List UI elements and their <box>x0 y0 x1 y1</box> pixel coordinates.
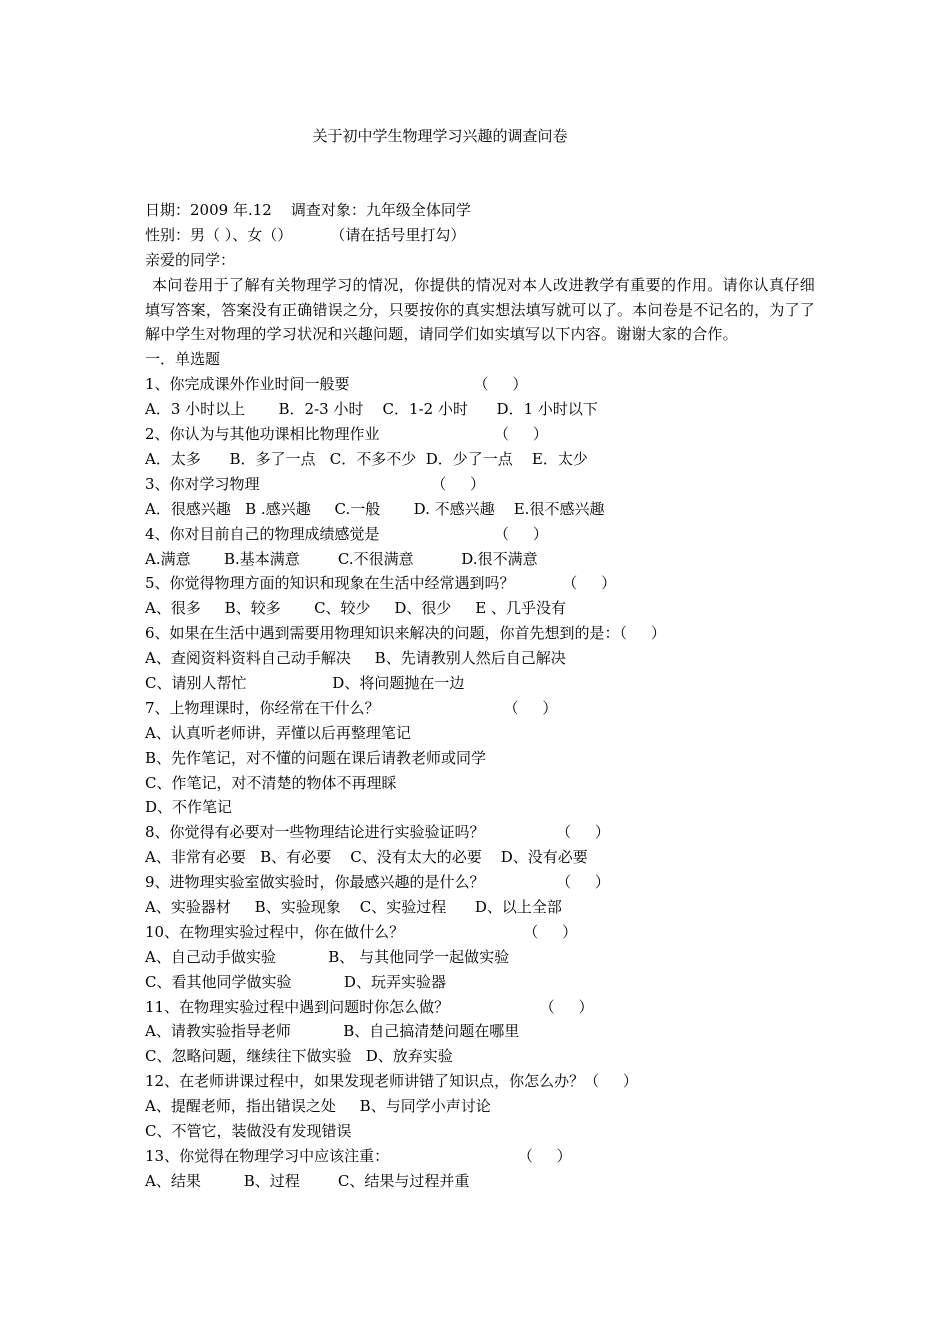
question-3-options: A．很感兴趣 B .感兴趣 C.一般 D. 不感兴趣 E.很不感兴趣 <box>145 499 605 518</box>
question-2: 2、你认为与其他功课相比物理作业 （ ） <box>145 425 548 444</box>
question-4-options: A.满意 B.基本满意 C.不很满意 D.很不满意 <box>145 549 538 568</box>
question-12-options: A、提醒老师，指出错误之处 B、与同学小声讨论 <box>145 1097 491 1116</box>
question-4: 4、你对目前自己的物理成绩感觉是 （ ） <box>145 524 548 543</box>
question-7-options: D、不作笔记 <box>145 798 233 817</box>
question-1: 1、你完成课外作业时间一般要 （ ） <box>145 375 528 394</box>
section-heading: 一．单选题 <box>145 350 221 369</box>
question-12: 12、在老师讲课过程中，如果发现老师讲错了知识点，你怎么办？（ ） <box>145 1072 638 1091</box>
question-10: 10、在物理实验过程中，你在做什么？ （ ） <box>145 922 578 941</box>
question-9-options: A、实验器材 B、实验现象 C、实验过程 D、以上全部 <box>145 897 562 916</box>
question-1-options: A．3 小时以上 B．2-3 小时 C．1-2 小时 D．1 小时以下 <box>145 400 598 419</box>
question-2-options: A．太多 B．多了一点 C．不多不少 D．少了一点 E．太少 <box>145 449 588 468</box>
question-13-options: A、结果 B、过程 C、结果与过程并重 <box>145 1171 470 1190</box>
question-5: 5、你觉得物理方面的知识和现象在生活中经常遇到吗？ （ ） <box>145 574 617 593</box>
question-5-options: A、很多 B、较多 C、较少 D、很少 E 、几乎没有 <box>145 599 566 618</box>
gender-line: 性别：男（ ）、女（） （请在括号里打勾） <box>145 225 466 244</box>
document-title: 关于初中学生物理学习兴趣的调查问卷 <box>312 127 568 145</box>
question-11-options: C、忽略问题，继续往下做实验 D、放弃实验 <box>145 1047 453 1066</box>
question-7-options: A、认真听老师讲，弄懂以后再整理笔记 <box>145 723 411 742</box>
question-7-options: C、作笔记，对不清楚的物体不再理睬 <box>145 773 397 792</box>
question-11: 11、在物理实验过程中遇到问题时你怎么做？ （ ） <box>145 997 594 1016</box>
question-10-options: A、自己动手做实验 B、 与其他同学一起做实验 <box>145 947 510 966</box>
question-7-options: B、先作笔记，对不懂的问题在课后请教老师或同学 <box>145 748 487 767</box>
question-11-options: A、请教实验指导老师 B、自己搞清楚问题在哪里 <box>145 1022 520 1041</box>
question-8-options: A、非常有必要 B、有必要 C、没有太大的必要 D、没有必要 <box>145 848 588 867</box>
question-3: 3、你对学习物理 （ ） <box>145 474 486 493</box>
question-7: 7、上物理课时，你经常在干什么？ （ ） <box>145 698 558 717</box>
question-13: 13、你觉得在物理学习中应该注重： （ ） <box>145 1146 572 1165</box>
question-6-options: C、请别人帮忙 D、将问题抛在一边 <box>145 673 465 692</box>
question-10-options: C、看其他同学做实验 D、玩弄实验器 <box>145 972 446 991</box>
question-6-options: A、查阅资料资料自己动手解决 B、先请教别人然后自己解决 <box>145 649 566 668</box>
question-6: 6、如果在生活中遇到需要用物理知识来解决的问题，你首先想到的是：（ ） <box>145 624 666 643</box>
document-body <box>145 198 815 1194</box>
question-12-options: C、不管它，装做没有发现错误 <box>145 1122 352 1140</box>
question-8: 8、你觉得有必要对一些物理结论进行实验验证吗？ （ ） <box>145 823 610 842</box>
question-9: 9、进物理实验室做实验时，你最感兴趣的是什么？ （ ） <box>145 873 610 892</box>
greeting: 亲爱的同学： <box>145 250 236 269</box>
intro-paragraph: 本问卷用于了解有关物理学习的情况，你提供的情况对本人改进教学有重要的作用。请你认真仔细填写答案，答案没有正确错误之分，只要按你的真实想法填写就可以了。本问卷是不记名的，为了了解中学生对物理的学习状况和兴趣问题，请同学们如实填写以下内容。谢谢大家的合作。 <box>145 275 815 344</box>
question-list <box>145 372 815 1193</box>
date-line: 日期：2009 年.12 调查对象：九年级全体同学 <box>145 201 471 219</box>
